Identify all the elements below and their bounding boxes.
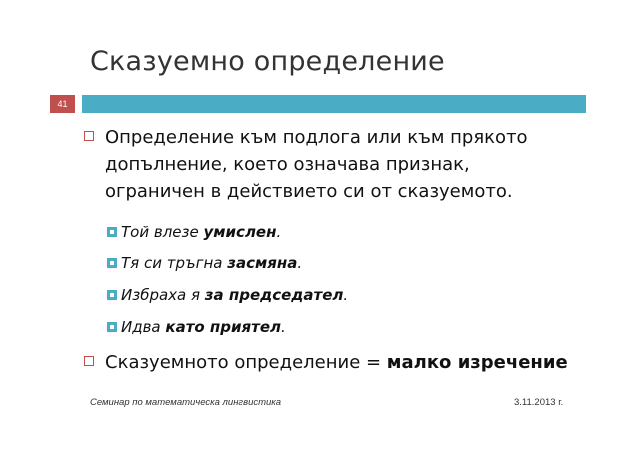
- example-2-punct: .: [297, 254, 303, 272]
- bullet-definition-text: [105, 124, 565, 205]
- example-2-text: Тя си тръгна: [121, 254, 228, 272]
- bullet-definition-line-1: Определение към подлога или към прякото: [105, 127, 528, 148]
- example-1-text: Той влезе: [121, 223, 204, 241]
- header-accent-bar: [82, 95, 586, 113]
- bullet-summary-emphasis: малко изречение: [386, 352, 568, 373]
- example-3-text: Избраха я: [121, 286, 205, 304]
- slide-number: 41: [50, 95, 75, 113]
- example-item-2: [107, 253, 302, 273]
- example-item-1: [107, 222, 281, 242]
- bullet-definition-line-2: допълнение, което означава признак,: [105, 154, 470, 175]
- bullet-summary-plain: Сказуемното определение =: [105, 352, 387, 373]
- hollow-square-bullet-icon: [84, 356, 94, 366]
- slide-title: Сказуемно определение: [90, 46, 445, 77]
- hollow-square-bullet-icon: [84, 131, 94, 141]
- example-1-emphasis: умислен: [203, 223, 277, 241]
- bullet-summary-text: [105, 349, 568, 376]
- example-3-punct: .: [343, 286, 349, 304]
- bullet-definition-line-3: ограничен в действието си от сказуемото.: [105, 181, 513, 202]
- filled-square-bullet-icon: [107, 322, 117, 332]
- example-4-punct: .: [281, 318, 286, 336]
- footer-date: 3.11.2013 г.: [514, 397, 564, 408]
- filled-square-bullet-icon: [107, 258, 117, 268]
- example-2-emphasis: засмяна: [227, 254, 298, 272]
- example-4-emphasis: като приятел: [165, 318, 282, 336]
- filled-square-bullet-icon: [107, 227, 117, 237]
- example-1-punct: .: [276, 223, 282, 241]
- example-item-4: [107, 317, 286, 337]
- example-3-emphasis: за председател: [204, 286, 344, 304]
- footer-course-title: Семинар по математическа лингвистика: [90, 397, 282, 408]
- example-4-text: Идва: [121, 318, 166, 336]
- filled-square-bullet-icon: [107, 290, 117, 300]
- example-item-3: [107, 285, 348, 305]
